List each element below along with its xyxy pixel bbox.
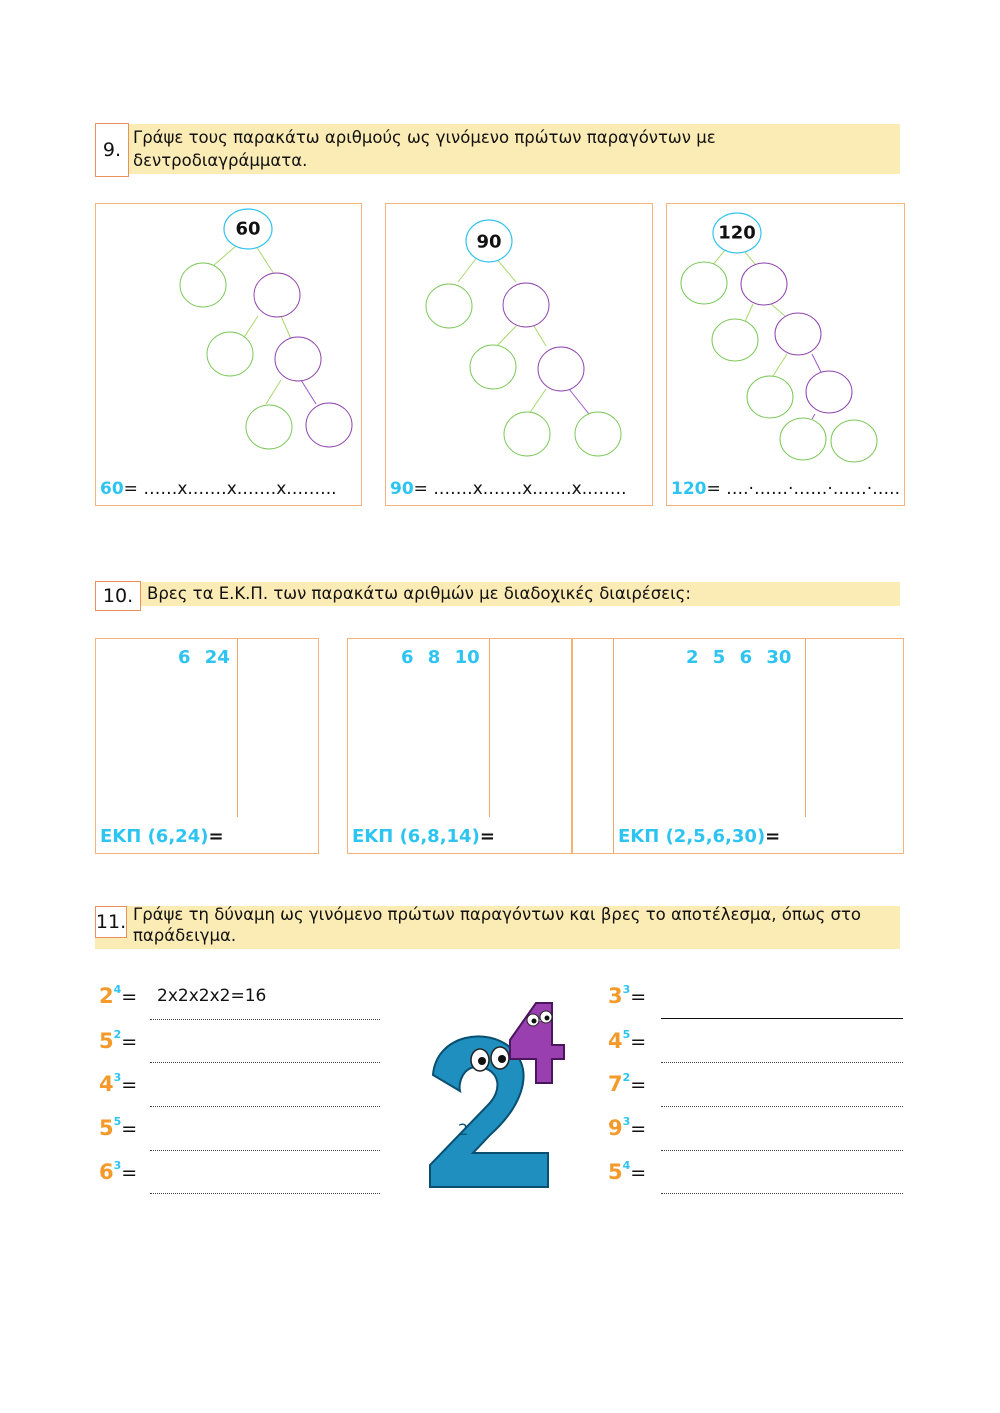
q10-header	[95, 582, 900, 606]
tree-root-label: 120	[718, 222, 756, 244]
lcm-label: ΕΚΠ (6,8,14)	[352, 826, 480, 847]
power-exp: 3	[622, 983, 631, 996]
power-eq: =	[121, 1118, 138, 1140]
division-line	[237, 639, 238, 817]
tree-root-label: 90	[476, 231, 502, 253]
factor-tree-60	[96, 204, 363, 507]
q9-number: 9.	[95, 123, 129, 177]
dividend-numbers: 6 8 10	[401, 647, 480, 668]
power-cartoon-illustration	[418, 995, 588, 1195]
tree-node[interactable]	[775, 313, 821, 355]
result-fill: = .……x.……x.……x.…….	[413, 479, 627, 499]
answer-line[interactable]	[661, 1193, 903, 1194]
factor-tree-90	[386, 204, 654, 507]
answer-line[interactable]	[150, 1106, 380, 1107]
tree-node[interactable]	[712, 319, 758, 361]
q10-instruction: Βρες τα Ε.Κ.Π. των παρακάτω αριθμών με διαδοχικές διαιρέσεις:	[147, 584, 691, 603]
power-5-2	[99, 1029, 137, 1053]
answer-line[interactable]	[661, 1106, 903, 1107]
power-exp: 3	[622, 1115, 631, 1128]
answer-line[interactable]	[150, 1062, 380, 1063]
factor-tree-box-90	[385, 203, 653, 506]
box-divider	[613, 639, 614, 853]
tree-node[interactable]	[246, 405, 292, 449]
power-eq: =	[121, 1074, 138, 1096]
lcm-box-3	[571, 638, 904, 854]
tree-node[interactable]	[275, 337, 321, 381]
lcm-label: ΕΚΠ (6,24)	[100, 826, 209, 847]
answer-line[interactable]	[661, 1018, 903, 1019]
tree-node[interactable]	[504, 412, 550, 456]
lcm-label: ΕΚΠ (2,5,6,30)	[618, 826, 766, 847]
tree-node[interactable]	[306, 403, 352, 447]
factor-result-120[interactable]	[671, 479, 900, 499]
factor-tree-box-60	[95, 203, 362, 506]
q11-instruction: Γράψε τη δύναμη ως γινόμενο πρώτων παραγόντων και βρες το αποτέλεσμα, όπως στο παράδειγμα.	[133, 905, 862, 945]
tree-node[interactable]	[780, 418, 826, 460]
power-base: 2	[99, 984, 114, 1008]
tree-node[interactable]	[747, 376, 793, 418]
q10-number: 10.	[95, 581, 141, 611]
power-exp: 5	[622, 1028, 631, 1041]
division-line	[805, 639, 806, 817]
tree-node[interactable]	[180, 263, 226, 307]
q11-number: 11.	[95, 906, 127, 938]
tree-node[interactable]	[681, 262, 727, 304]
power-5-4	[608, 1160, 646, 1184]
power-eq: =	[630, 1162, 647, 1184]
lcm-answer[interactable]	[352, 826, 495, 847]
factor-tree-box-120	[666, 203, 905, 506]
lcm-answer[interactable]	[100, 826, 224, 847]
tree-node[interactable]	[741, 263, 787, 305]
tree-node[interactable]	[575, 412, 621, 456]
power-base: 5	[99, 1029, 114, 1053]
result-prefix: 120	[671, 479, 707, 499]
lcm-box-2	[347, 638, 573, 854]
power-5-5	[99, 1116, 137, 1140]
answer-line[interactable]	[150, 1150, 380, 1151]
q9-instruction: Γράψε τους παρακάτω αριθμούς ως γινόμενο πρώτων παραγόντων με δεντροδιαγράμματα.	[133, 128, 716, 170]
tree-node[interactable]	[207, 332, 253, 376]
power-eq: =	[630, 1118, 647, 1140]
power-base: 5	[608, 1160, 623, 1184]
result-fill: = ….·……·……·……·…..	[706, 479, 900, 499]
power-base: 3	[608, 984, 623, 1008]
power-eq: =	[121, 986, 138, 1008]
power-exp: 2	[622, 1071, 631, 1084]
factor-result-60[interactable]	[100, 479, 337, 499]
power-base: 4	[99, 1072, 114, 1096]
dividend-numbers: 2 5 6 30	[686, 647, 792, 668]
power-exp: 4	[113, 983, 122, 996]
power-base: 7	[608, 1072, 623, 1096]
result-prefix: 60	[100, 479, 124, 499]
lcm-box-1	[95, 638, 319, 854]
lcm-answer[interactable]	[618, 826, 780, 847]
tree-node[interactable]	[470, 345, 516, 389]
q11-header	[95, 906, 900, 949]
power-exp: 3	[113, 1071, 122, 1084]
power-9-3	[608, 1116, 646, 1140]
illustration-big-label: 2	[458, 1120, 469, 1139]
lcm-eq: =	[479, 826, 495, 847]
answer-line[interactable]	[661, 1062, 903, 1063]
answer-line[interactable]	[661, 1150, 903, 1151]
lcm-eq: =	[208, 826, 224, 847]
power-eq: =	[630, 1031, 647, 1053]
power-2-4	[99, 984, 137, 1008]
tree-node[interactable]	[254, 273, 300, 317]
power-eq: =	[121, 1162, 138, 1184]
power-eq: =	[630, 986, 647, 1008]
factor-result-90[interactable]	[390, 479, 627, 499]
division-line	[489, 639, 490, 817]
result-prefix: 90	[390, 479, 414, 499]
q9-header	[95, 124, 900, 174]
power-eq: =	[121, 1031, 138, 1053]
tree-node[interactable]	[831, 420, 877, 462]
power-base: 9	[608, 1116, 623, 1140]
power-4-3	[99, 1072, 137, 1096]
power-6-3	[99, 1160, 137, 1184]
answer-line[interactable]	[150, 1019, 380, 1020]
power-exp: 5	[113, 1115, 122, 1128]
power-exp: 4	[622, 1159, 631, 1172]
power-exp: 3	[113, 1159, 122, 1172]
power-3-3	[608, 984, 646, 1008]
answer-line[interactable]	[150, 1193, 380, 1194]
factor-tree-120	[667, 204, 906, 507]
power-base: 5	[99, 1116, 114, 1140]
tree-node[interactable]	[538, 347, 584, 391]
tree-root-label: 60	[235, 218, 261, 240]
lcm-eq: =	[765, 826, 781, 847]
tree-node[interactable]	[503, 283, 549, 327]
result-fill: = ……x.……x.……x.……..	[123, 479, 337, 499]
dividend-numbers: 6 24	[178, 647, 230, 668]
tree-node[interactable]	[426, 284, 472, 328]
power-eq: =	[630, 1074, 647, 1096]
power-base: 4	[608, 1029, 623, 1053]
power-7-2	[608, 1072, 646, 1096]
power-exp: 2	[113, 1028, 122, 1041]
power-4-5	[608, 1029, 646, 1053]
tree-node[interactable]	[806, 371, 852, 413]
power-base: 6	[99, 1160, 114, 1184]
example-answer: 2x2x2x2=16	[157, 986, 267, 1006]
